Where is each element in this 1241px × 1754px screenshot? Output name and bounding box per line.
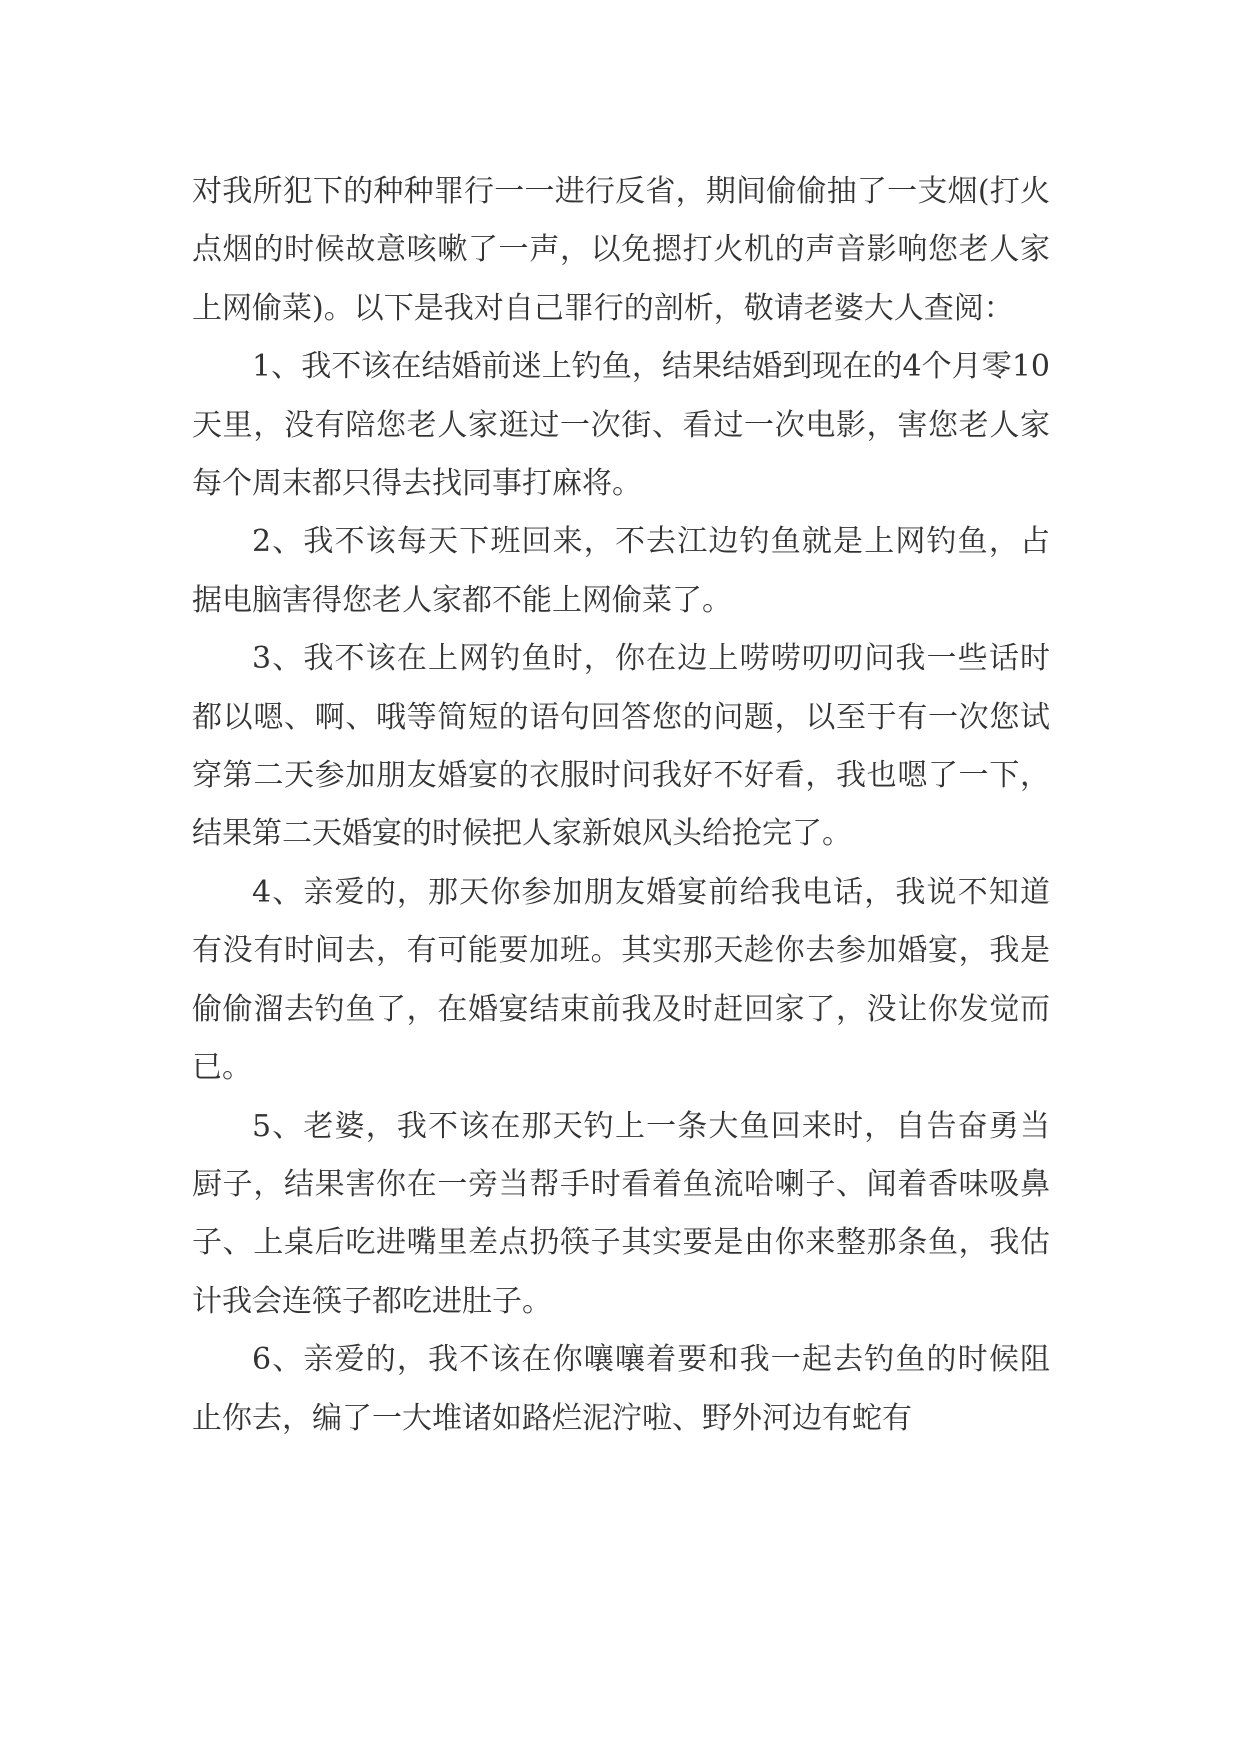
- paragraph-item-1: 1、我不该在结婚前迷上钓鱼，结果结婚到现在的4个月零10天里，没有陪您老人家逛过一次街、看过一次电影，害您老人家每个周末都只得去找同事打麻将。: [192, 349, 1050, 502]
- paragraph-item-2: 2、我不该每天下班回来，不去江边钓鱼就是上网钓鱼，占据电脑害得您老人家都不能上网偷菜了。: [192, 524, 1050, 618]
- paragraph-item-4: 4、亲爱的，那天你参加朋友婚宴前给我电话，我说不知道有没有时间去，有可能要加班。其实那天趁你去参加婚宴，我是偷偷溜去钓鱼了，在婚宴结束前我及时赶回家了，没让你发觉而已。: [192, 874, 1050, 1086]
- paragraph-item-6: 6、亲爱的，我不该在你嚷嚷着要和我一起去钓鱼的时候阻止你去，编了一大堆诸如路烂泥泞啦、野外河边有蛇有: [192, 1342, 1050, 1436]
- paragraph-item-5: 5、老婆，我不该在那天钓上一条大鱼回来时，自告奋勇当厨子，结果害你在一旁当帮手时看着鱼流哈喇子、闻着香味吸鼻子、上桌后吃进嘴里差点扔筷子其实要是由你来整那条鱼，我估计我会连筷子都吃进肚子。: [192, 1108, 1050, 1319]
- paragraph-intro: 对我所犯下的种种罪行一一进行反省，期间偷偷抽了一支烟(打火点烟的时候故意咳嗽了一声，以免摁打火机的声音影响您老人家上网偷菜)。以下是我对自己罪行的剖析，敬请老婆大人查阅：: [192, 174, 1050, 326]
- paragraph-item-3: 3、我不该在上网钓鱼时，你在边上唠唠叨叨问我一些话时都以嗯、啊、哦等简短的语句回答您的问题，以至于有一次您试穿第二天参加朋友婚宴的衣服时问我好不好看，我也嗯了一下，结果第二天婚宴的时候把人家新娘风头给抢完了。: [192, 641, 1050, 852]
- document-body: [192, 163, 1050, 1448]
